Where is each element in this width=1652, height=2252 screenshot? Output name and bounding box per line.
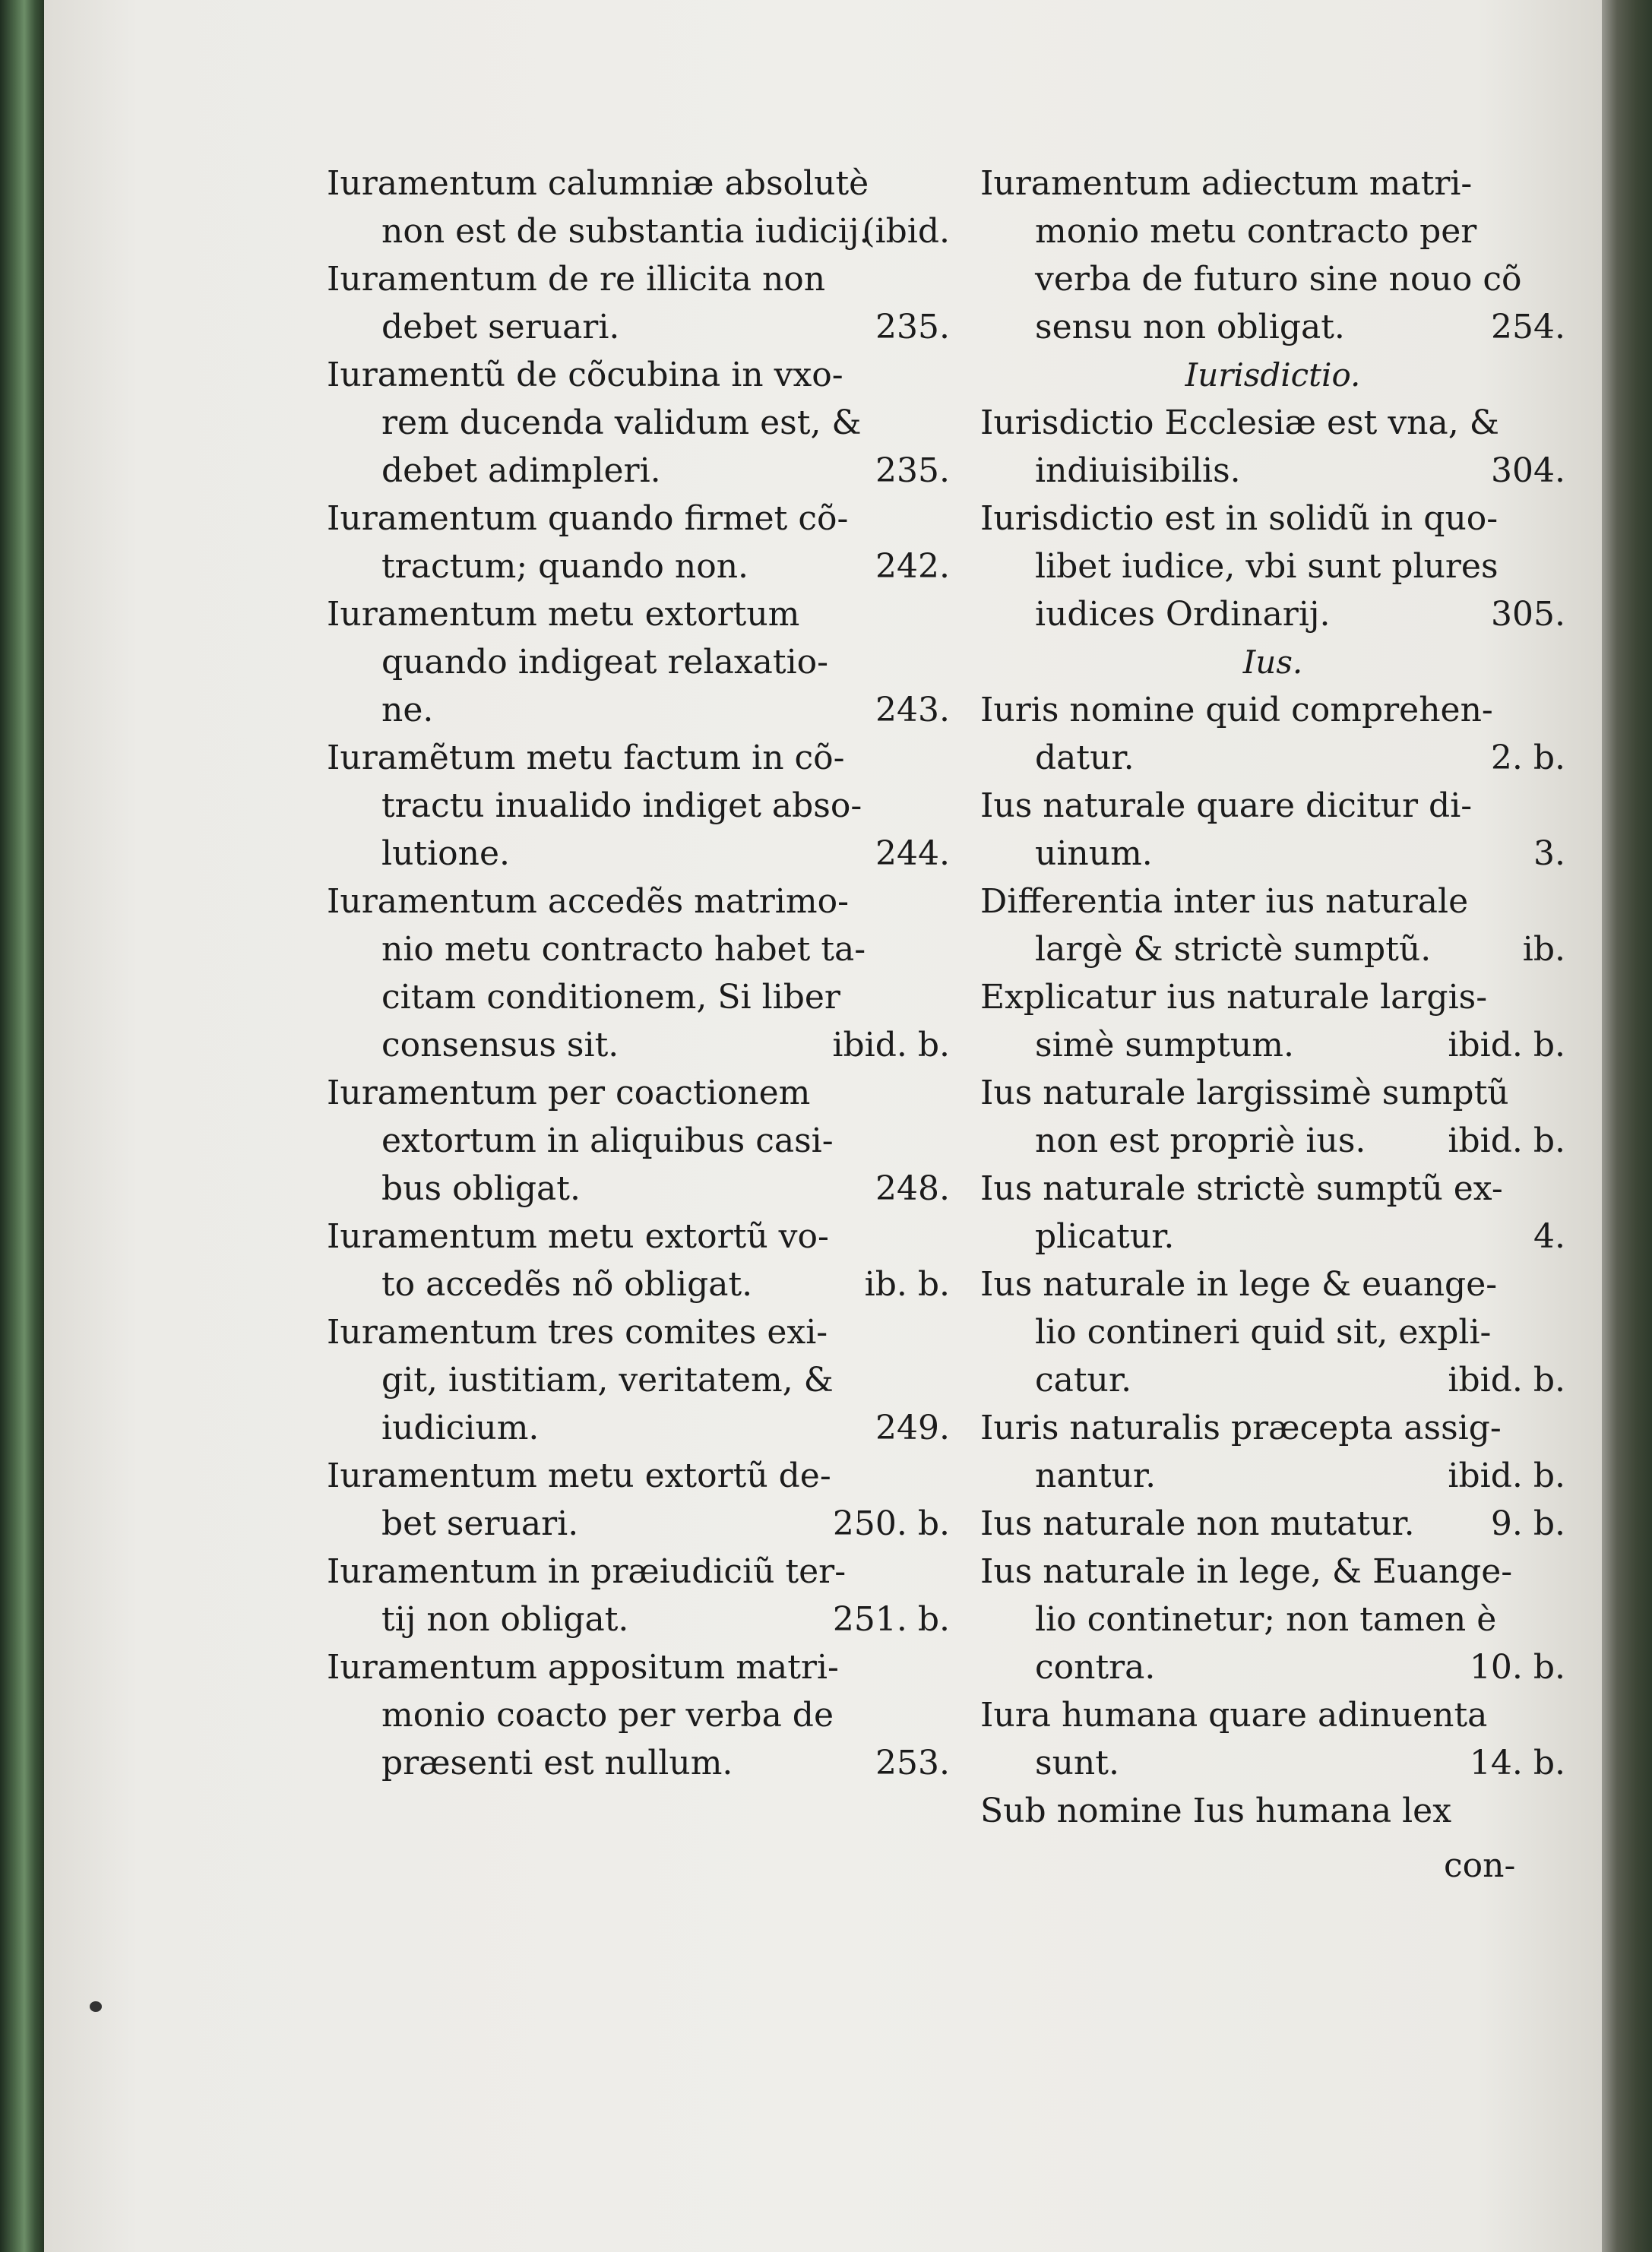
entry-line <box>327 686 950 734</box>
entry-line <box>980 878 1565 925</box>
entry-text: iudices Ordinarij. <box>1035 595 1331 634</box>
entry-line <box>327 973 950 1021</box>
page-reference: 4. <box>1533 1217 1565 1256</box>
index-entry <box>327 734 950 878</box>
entry-line <box>327 1356 950 1404</box>
entry-line <box>980 782 1565 830</box>
entry-text: contra. <box>1035 1648 1156 1687</box>
index-entry <box>327 1452 950 1548</box>
entry-text: extortum in aliquibus casi- <box>381 1121 834 1160</box>
entry-text: Ius naturale in lege, & Euange- <box>980 1552 1513 1591</box>
page-reference: ibid. b. <box>1448 1121 1565 1160</box>
index-entry <box>327 255 950 351</box>
entry-text: datur. <box>1035 739 1135 777</box>
entry-text: Iuramentum appositum matri- <box>327 1648 839 1687</box>
entry-text: tij non obligat. <box>381 1600 629 1639</box>
entry-text: nio metu contracto habet ta- <box>381 930 866 969</box>
entry-text: Iuris nomine quid comprehen- <box>980 691 1493 729</box>
entry-line <box>980 734 1565 782</box>
entry-line <box>980 255 1565 303</box>
entry-line <box>327 542 950 590</box>
entry-text: Iuramentum quando firmet cõ- <box>327 499 849 538</box>
page-reference: (ibid. <box>862 212 950 251</box>
entry-text: to accedẽs nõ obligat. <box>381 1265 753 1304</box>
entry-text: Iura humana quare adinuenta <box>980 1696 1488 1735</box>
entry-line <box>980 447 1565 495</box>
entry-line <box>980 1452 1565 1500</box>
index-entry <box>980 686 1565 782</box>
entry-text: Explicatur ius naturale largis- <box>980 978 1488 1017</box>
index-entry <box>980 973 1565 1069</box>
entry-text: Ius naturale strictè sumptũ ex- <box>980 1169 1503 1208</box>
entry-text: tractum; quando non. <box>381 547 749 586</box>
entry-line <box>980 1787 1565 1835</box>
page-reference: ibid. b. <box>832 1026 950 1064</box>
entry-line <box>327 1021 950 1069</box>
index-entry <box>980 495 1565 638</box>
entry-text: tractu inualido indiget abso- <box>381 786 862 825</box>
page-reference: 3. <box>1533 834 1565 873</box>
entry-text: Iuris naturalis præcepta assig- <box>980 1409 1502 1447</box>
index-entry <box>980 1500 1565 1548</box>
entry-line <box>980 686 1565 734</box>
entry-text: Iurisdictio est in solidũ in quo- <box>980 499 1499 538</box>
entry-text: Iuramentum accedẽs matrimo- <box>327 882 849 921</box>
entry-line <box>980 1165 1565 1213</box>
entry-text: præsenti est nullum. <box>381 1744 733 1782</box>
index-entry <box>980 399 1565 495</box>
entry-text: libet iudice, vbi sunt plures <box>1035 547 1499 586</box>
entry-text: quando indigeat relaxatio- <box>381 643 829 682</box>
entry-line <box>327 351 950 399</box>
index-entry <box>980 1165 1565 1260</box>
entry-text: Iuramentum de re illicita non <box>327 260 826 299</box>
entry-text: Iuramentum in præiudiciũ ter- <box>327 1552 847 1591</box>
book-binding <box>0 0 44 2252</box>
index-entry <box>327 1548 950 1643</box>
page-reference: ibid. b. <box>1448 1026 1565 1064</box>
entry-text: Iuramentum metu extortum <box>327 595 800 634</box>
entry-line <box>327 160 950 207</box>
entry-line <box>980 1596 1565 1643</box>
entry-line <box>980 925 1565 973</box>
index-entry <box>980 160 1565 351</box>
entry-text: rem ducenda validum est, & <box>381 403 862 442</box>
entry-line <box>980 1404 1565 1452</box>
ink-blot <box>90 2001 102 2012</box>
entry-text: simè sumptum. <box>1035 1026 1294 1064</box>
entry-text: Iuramentum tres comites exi- <box>327 1313 828 1352</box>
entry-text: Differentia inter ius naturale <box>980 882 1469 921</box>
entry-text: sunt. <box>1035 1744 1119 1782</box>
index-entry <box>980 1069 1565 1165</box>
entry-text: monio metu contracto per <box>1035 212 1477 251</box>
entry-line <box>327 1260 950 1308</box>
entry-text: git, iustitiam, veritatem, & <box>381 1361 834 1400</box>
page-reference: 243. <box>875 691 950 729</box>
entry-line <box>327 1308 950 1356</box>
entry-line <box>327 638 950 686</box>
entry-text: lutione. <box>381 834 511 873</box>
entry-line <box>980 160 1565 207</box>
entry-line <box>327 207 950 255</box>
entry-line <box>327 1069 950 1117</box>
entry-line <box>980 1356 1565 1404</box>
index-entry <box>327 495 950 590</box>
entry-line <box>327 1213 950 1260</box>
index-entry <box>327 1308 950 1452</box>
entry-line <box>327 1452 950 1500</box>
catchword: con- <box>1444 1846 1516 1885</box>
entry-text: Iuramentum metu extortũ vo- <box>327 1217 829 1256</box>
section-heading: Iurisdictio. <box>1185 356 1361 394</box>
index-entry <box>327 878 950 1069</box>
page-reference: 235. <box>875 451 950 490</box>
entry-line <box>327 495 950 542</box>
entry-line <box>980 1548 1565 1596</box>
entry-text: Iuramentum per coactionem <box>327 1074 811 1112</box>
entry-line <box>980 1500 1565 1548</box>
entry-line <box>980 1308 1565 1356</box>
entry-line <box>327 447 950 495</box>
entry-text: bus obligat. <box>381 1169 581 1208</box>
entry-line <box>327 830 950 878</box>
entry-line <box>980 207 1565 255</box>
page-edge <box>1602 0 1652 2252</box>
page-reference: 248. <box>875 1169 950 1208</box>
index-entry <box>980 1787 1565 1835</box>
entry-line <box>980 495 1565 542</box>
entry-text: indiuisibilis. <box>1035 451 1241 490</box>
page-reference: 244. <box>875 834 950 873</box>
page-reference: 249. <box>875 1409 950 1447</box>
entry-line <box>980 1691 1565 1739</box>
index-entry <box>327 1069 950 1213</box>
index-entry <box>980 1260 1565 1404</box>
page-reference: 253. <box>875 1744 950 1782</box>
entry-line <box>980 590 1565 638</box>
entry-line <box>327 399 950 447</box>
page-reference: ib. b. <box>864 1265 950 1304</box>
entry-line <box>980 1021 1565 1069</box>
entry-text: verba de futuro sine nouo cõ <box>1035 260 1522 299</box>
entry-line <box>327 878 950 925</box>
entry-text: bet seruari. <box>381 1504 579 1543</box>
entry-line <box>327 782 950 830</box>
page-reference: 242. <box>875 547 950 586</box>
entry-line <box>327 590 950 638</box>
entry-text: non est propriè ius. <box>1035 1121 1366 1160</box>
page-reference: 304. <box>1491 451 1565 490</box>
index-entry <box>980 878 1565 973</box>
page-reference: 251. b. <box>832 1600 950 1639</box>
page-reference: ibid. b. <box>1448 1361 1565 1400</box>
page-reference: 305. <box>1491 595 1565 634</box>
entry-text: Iuramẽtum metu factum in cõ- <box>327 739 845 777</box>
entry-line <box>327 925 950 973</box>
entry-text: iudicium. <box>381 1409 540 1447</box>
entry-line <box>980 830 1565 878</box>
page-reference: 254. <box>1491 308 1565 346</box>
index-entry <box>327 1213 950 1308</box>
entry-text: Iuramentum adiectum matri- <box>980 164 1473 203</box>
entry-text: Iuramentum metu extortũ de- <box>327 1457 831 1495</box>
entry-line <box>980 399 1565 447</box>
entry-line <box>327 255 950 303</box>
index-entry <box>327 1643 950 1787</box>
entry-text: lio continetur; non tamen è <box>1035 1600 1497 1639</box>
entry-text: debet seruari. <box>381 308 620 346</box>
index-entry <box>980 782 1565 878</box>
index-entry <box>980 1548 1565 1691</box>
page-reference: 235. <box>875 308 950 346</box>
entry-line <box>327 1500 950 1548</box>
page-reference: 2. b. <box>1490 739 1565 777</box>
index-entry <box>980 1404 1565 1500</box>
index-entry <box>327 351 950 495</box>
entry-line <box>980 303 1565 351</box>
section-heading: Ius. <box>1242 644 1303 681</box>
entry-text: monio coacto per verba de <box>381 1696 834 1735</box>
entry-text: Ius naturale quare dicitur di- <box>980 786 1473 825</box>
entry-line <box>327 1117 950 1165</box>
entry-line <box>327 1596 950 1643</box>
page-reference: 250. b. <box>832 1504 950 1543</box>
entry-line <box>327 1739 950 1787</box>
page-reference: ibid. b. <box>1448 1457 1565 1495</box>
entry-text: Ius naturale non mutatur. <box>980 1504 1415 1543</box>
entry-text: nantur. <box>1035 1457 1157 1495</box>
entry-text: plicatur. <box>1035 1217 1175 1256</box>
entry-text: ne. <box>381 691 434 729</box>
entry-text: debet adimpleri. <box>381 451 661 490</box>
entry-line <box>980 1069 1565 1117</box>
entry-text: Iurisdictio Ecclesiæ est vna, & <box>980 403 1499 442</box>
entry-text: Ius naturale in lege & euange- <box>980 1265 1498 1304</box>
page-reference: 14. b. <box>1469 1744 1565 1782</box>
entry-text: consensus sit. <box>381 1026 619 1064</box>
entry-text: lio contineri quid sit, expli- <box>1035 1313 1492 1352</box>
entry-line <box>327 734 950 782</box>
entry-line <box>980 1213 1565 1260</box>
entry-text: non est de substantia iudicij. <box>381 212 870 251</box>
index-entry <box>327 160 950 255</box>
page-reference: 10. b. <box>1469 1648 1565 1687</box>
entry-text: catur. <box>1035 1361 1132 1400</box>
entry-line <box>327 1643 950 1691</box>
index-entry <box>327 590 950 734</box>
entry-line <box>327 1404 950 1452</box>
entry-text: largè & strictè sumptũ. <box>1035 930 1432 969</box>
entry-line <box>980 1260 1565 1308</box>
entry-line <box>327 1548 950 1596</box>
page-reference: ib. <box>1522 930 1565 969</box>
entry-line <box>980 1643 1565 1691</box>
entry-text: Ius naturale largissimè sumptũ <box>980 1074 1509 1112</box>
entry-line <box>327 1165 950 1213</box>
entry-text: Iuramentum calumniæ absolutè <box>327 164 869 203</box>
page-reference: 9. b. <box>1490 1504 1565 1543</box>
entry-text: Sub nomine Ius humana lex <box>980 1792 1452 1830</box>
entry-line <box>980 542 1565 590</box>
entry-line <box>980 1117 1565 1165</box>
entry-line <box>327 1691 950 1739</box>
entry-text: sensu non obligat. <box>1035 308 1345 346</box>
entry-text: uinum. <box>1035 834 1153 873</box>
entry-text: Iuramentũ de cõcubina in vxo- <box>327 356 843 394</box>
entry-line <box>327 303 950 351</box>
entry-line <box>980 1739 1565 1787</box>
entry-line <box>980 973 1565 1021</box>
entry-text: citam conditionem, Si liber <box>381 978 840 1017</box>
index-entry <box>980 1691 1565 1787</box>
